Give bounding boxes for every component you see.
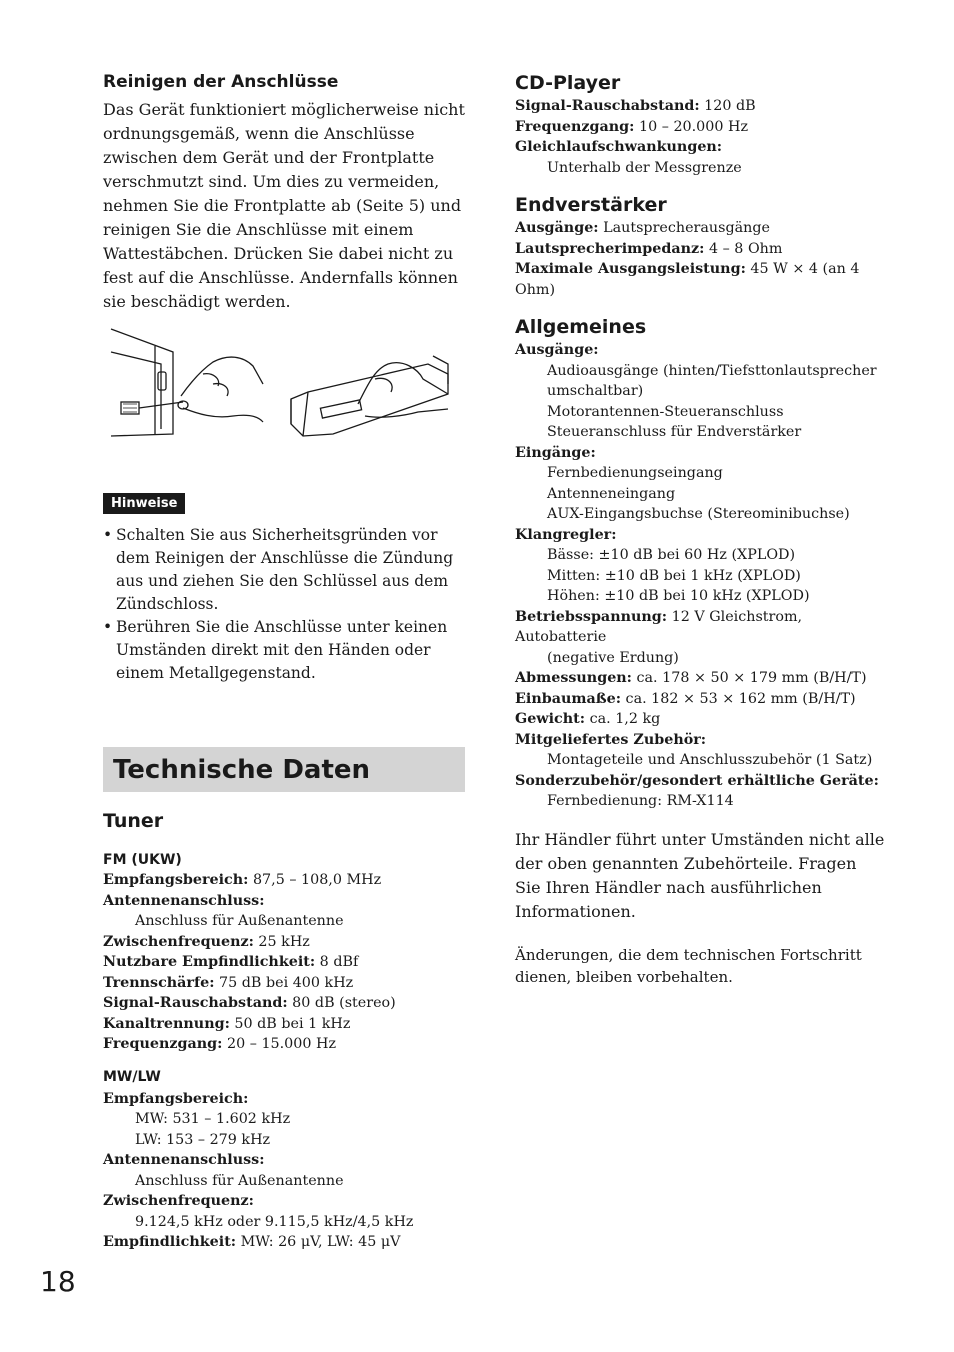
spec-row <box>103 952 465 973</box>
spec-label: Signal-Rauschabstand: <box>515 98 700 114</box>
spec-label: Kanaltrennung: <box>103 1015 230 1032</box>
fm-heading: FM (UKW) <box>103 852 182 868</box>
spec-label: Nutzbare Empfindlichkeit: <box>103 954 316 970</box>
spec-row <box>515 709 885 730</box>
page-number: 18 <box>40 1265 76 1298</box>
spec-subline: AUX-Eingangsbuchse (Stereominibuchse) <box>547 506 850 522</box>
spec-row <box>515 771 885 792</box>
amp-heading: Endverstärker <box>515 194 667 216</box>
spec-subline: Bässe: ±10 dB bei 60 Hz (XPLOD) <box>547 547 796 563</box>
left-column <box>103 70 465 1253</box>
spec-label: Eingänge: <box>515 444 596 461</box>
spec-value: 25 kHz <box>253 933 310 950</box>
spec-value: 10 – 20.000 Hz <box>634 118 749 135</box>
spec-subline: Unterhalb der Messgrenze <box>547 159 742 176</box>
mw-spec-list <box>103 1089 465 1253</box>
spec-value: 80 dB (stereo) <box>287 995 396 1011</box>
technical-heading: Technische Daten <box>113 754 371 785</box>
spec-row <box>515 117 885 138</box>
spec-value: ca. 1,2 kg <box>585 711 661 727</box>
spec-label: Ausgänge: <box>515 220 599 236</box>
spec-row <box>515 689 885 710</box>
spec-row <box>515 96 885 117</box>
spec-label: Empfindlichkeit: <box>103 1234 237 1250</box>
fm-spec-list <box>103 870 465 1055</box>
cleaning-illustration <box>103 324 465 449</box>
spec-row <box>103 1014 465 1035</box>
spec-value: 20 – 15.000 Hz <box>222 1036 337 1052</box>
general-spec-list <box>515 340 885 812</box>
dealer-note: Ihr Händler führt unter Umständen nicht alle der oben genannten Zubehörteile. Fragen Sie Ihren Händler nach ausführlichen Informationen. <box>515 829 885 921</box>
spec-label: Gleichlaufschwankungen: <box>515 139 723 155</box>
spec-row <box>103 1034 465 1055</box>
mw-heading: MW/LW <box>103 1068 161 1085</box>
spec-value: 75 dB bei 400 kHz <box>214 974 354 991</box>
notes-badge: Hinweise <box>103 493 185 514</box>
spec-row <box>515 239 885 260</box>
spec-row <box>515 730 885 751</box>
spec-label: Zwischenfrequenz: <box>103 1193 254 1209</box>
spec-row <box>515 668 885 689</box>
spec-row <box>515 443 885 464</box>
spec-label: Ausgänge: <box>515 342 599 358</box>
spec-subline: Mitten: ±10 dB bei 1 kHz (XPLOD) <box>547 567 801 584</box>
spec-subline: Höhen: ±10 dB bei 10 kHz (XPLOD) <box>547 588 810 604</box>
spec-row <box>103 1150 465 1171</box>
spec-label: Antennenanschluss: <box>103 1152 265 1168</box>
spec-row <box>103 993 465 1014</box>
spec-label: Zwischenfrequenz: <box>103 933 254 950</box>
spec-label: Gewicht: <box>515 711 586 727</box>
spec-label: Mitgeliefertes Zubehör: <box>515 731 707 748</box>
cd-spec-list <box>515 96 885 178</box>
spec-subline: Motorantennen-Steueranschluss <box>547 403 784 420</box>
spec-row <box>103 973 465 994</box>
spec-subline: MW: 531 – 1.602 kHz <box>135 1111 291 1127</box>
spec-value: 87,5 – 108,0 MHz <box>248 872 382 888</box>
spec-label: Betriebsspannung: <box>515 608 668 625</box>
spec-row <box>103 1232 465 1253</box>
spec-subline: Anschluss für Außenantenne <box>135 913 344 929</box>
spec-row <box>103 891 465 912</box>
change-note: Änderungen, die dem technischen Fortschritt dienen, bleiben vorbehalten. <box>515 945 862 986</box>
cd-heading: CD-Player <box>515 72 621 94</box>
spec-label: Empfangsbereich: <box>103 1090 249 1107</box>
right-column <box>515 70 885 988</box>
technical-heading-bar <box>103 747 465 792</box>
amp-spec-list <box>515 218 885 300</box>
spec-row <box>515 259 885 300</box>
spec-subline: LW: 153 – 279 kHz <box>135 1131 271 1148</box>
spec-value: 12 V Gleichstrom, Autobatterie <box>515 608 803 645</box>
spec-row <box>515 340 885 361</box>
spec-row <box>515 525 885 546</box>
spec-subline: (negative Erdung) <box>547 649 679 666</box>
spec-label: Sonderzubehör/gesondert erhältliche Geräte: <box>515 772 879 789</box>
spec-subline: Fernbedienungseingang <box>547 465 723 481</box>
notes-list <box>103 524 465 685</box>
note-item: • Berühren Sie die Anschlüsse unter keinen Umständen direkt mit den Händen oder einem Metallgegenstand. <box>103 616 465 685</box>
spec-subline: Audioausgänge (hinten/Tiefsttonlautsprecher umschaltbar) <box>547 362 877 399</box>
spec-label: Trennschärfe: <box>103 974 215 991</box>
spec-value: MW: 26 μV, LW: 45 μV <box>236 1234 401 1250</box>
spec-label: Abmessungen: <box>515 670 632 686</box>
general-heading: Allgemeines <box>515 316 647 338</box>
spec-row <box>103 1089 465 1110</box>
spec-subline: Montageteile und Anschlusszubehör (1 Satz) <box>547 752 873 768</box>
spec-value: 120 dB <box>699 98 756 114</box>
spec-label: Signal-Rauschabstand: <box>103 995 288 1011</box>
cleaning-paragraph: Das Gerät funktioniert möglicherweise nicht ordnungsgemäß, wenn die Anschlüsse zwischen dem Gerät und der Frontplatte verschmutzt sind. Um dies zu vermeiden, nehmen Sie die Frontplatte ab (Seite 5) und reinigen Sie die Anschlüsse mit einem Wattestäbchen. Drücken Sie dabei nicht zu fest auf die Anschlüsse. Andernfalls können sie beschädigt werden. <box>103 100 465 311</box>
spec-label: Frequenzgang: <box>103 1036 223 1052</box>
spec-value: 50 dB bei 1 kHz <box>229 1015 351 1032</box>
spec-subline: Anschluss für Außenantenne <box>135 1172 344 1189</box>
spec-subline: Steueranschluss für Endverstärker <box>547 424 802 440</box>
spec-row <box>515 137 885 158</box>
spec-row <box>515 607 885 648</box>
spec-value: 4 – 8 Ohm <box>704 240 783 257</box>
spec-value: 8 dBf <box>315 954 359 970</box>
spec-row <box>103 870 465 891</box>
spec-label: Einbaumaße: <box>515 690 622 707</box>
spec-label: Antennenanschluss: <box>103 892 265 909</box>
tuner-heading: Tuner <box>103 810 164 832</box>
spec-value: ca. 182 × 53 × 162 mm (B/H/T) <box>621 690 856 707</box>
spec-value: 45 W × 4 (an 4 Ohm) <box>515 261 860 298</box>
spec-label: Lautsprecherimpedanz: <box>515 240 705 257</box>
spec-label: Maximale Ausgangsleistung: <box>515 261 746 277</box>
spec-subline: 9.124,5 kHz oder 9.115,5 kHz/4,5 kHz <box>135 1213 414 1230</box>
cleaning-heading: Reinigen der Anschlüsse <box>103 72 339 92</box>
spec-label: Empfangsbereich: <box>103 872 249 888</box>
note-item: • Schalten Sie aus Sicherheitsgründen vor dem Reinigen der Anschlüsse die Zündung aus und ziehen Sie den Schlüssel aus dem Zündschloss. <box>103 524 465 616</box>
spec-subline: Antenneneingang <box>547 485 676 502</box>
spec-value: ca. 178 × 50 × 179 mm (B/H/T) <box>631 670 867 686</box>
spec-row <box>103 1191 465 1212</box>
spec-label: Frequenzgang: <box>515 118 635 135</box>
spec-value: Lautsprecherausgänge <box>598 220 770 236</box>
spec-row <box>103 932 465 953</box>
spec-label: Klangregler: <box>515 526 617 543</box>
spec-subline: Fernbedienung: RM-X114 <box>547 793 734 809</box>
spec-row <box>515 218 885 239</box>
